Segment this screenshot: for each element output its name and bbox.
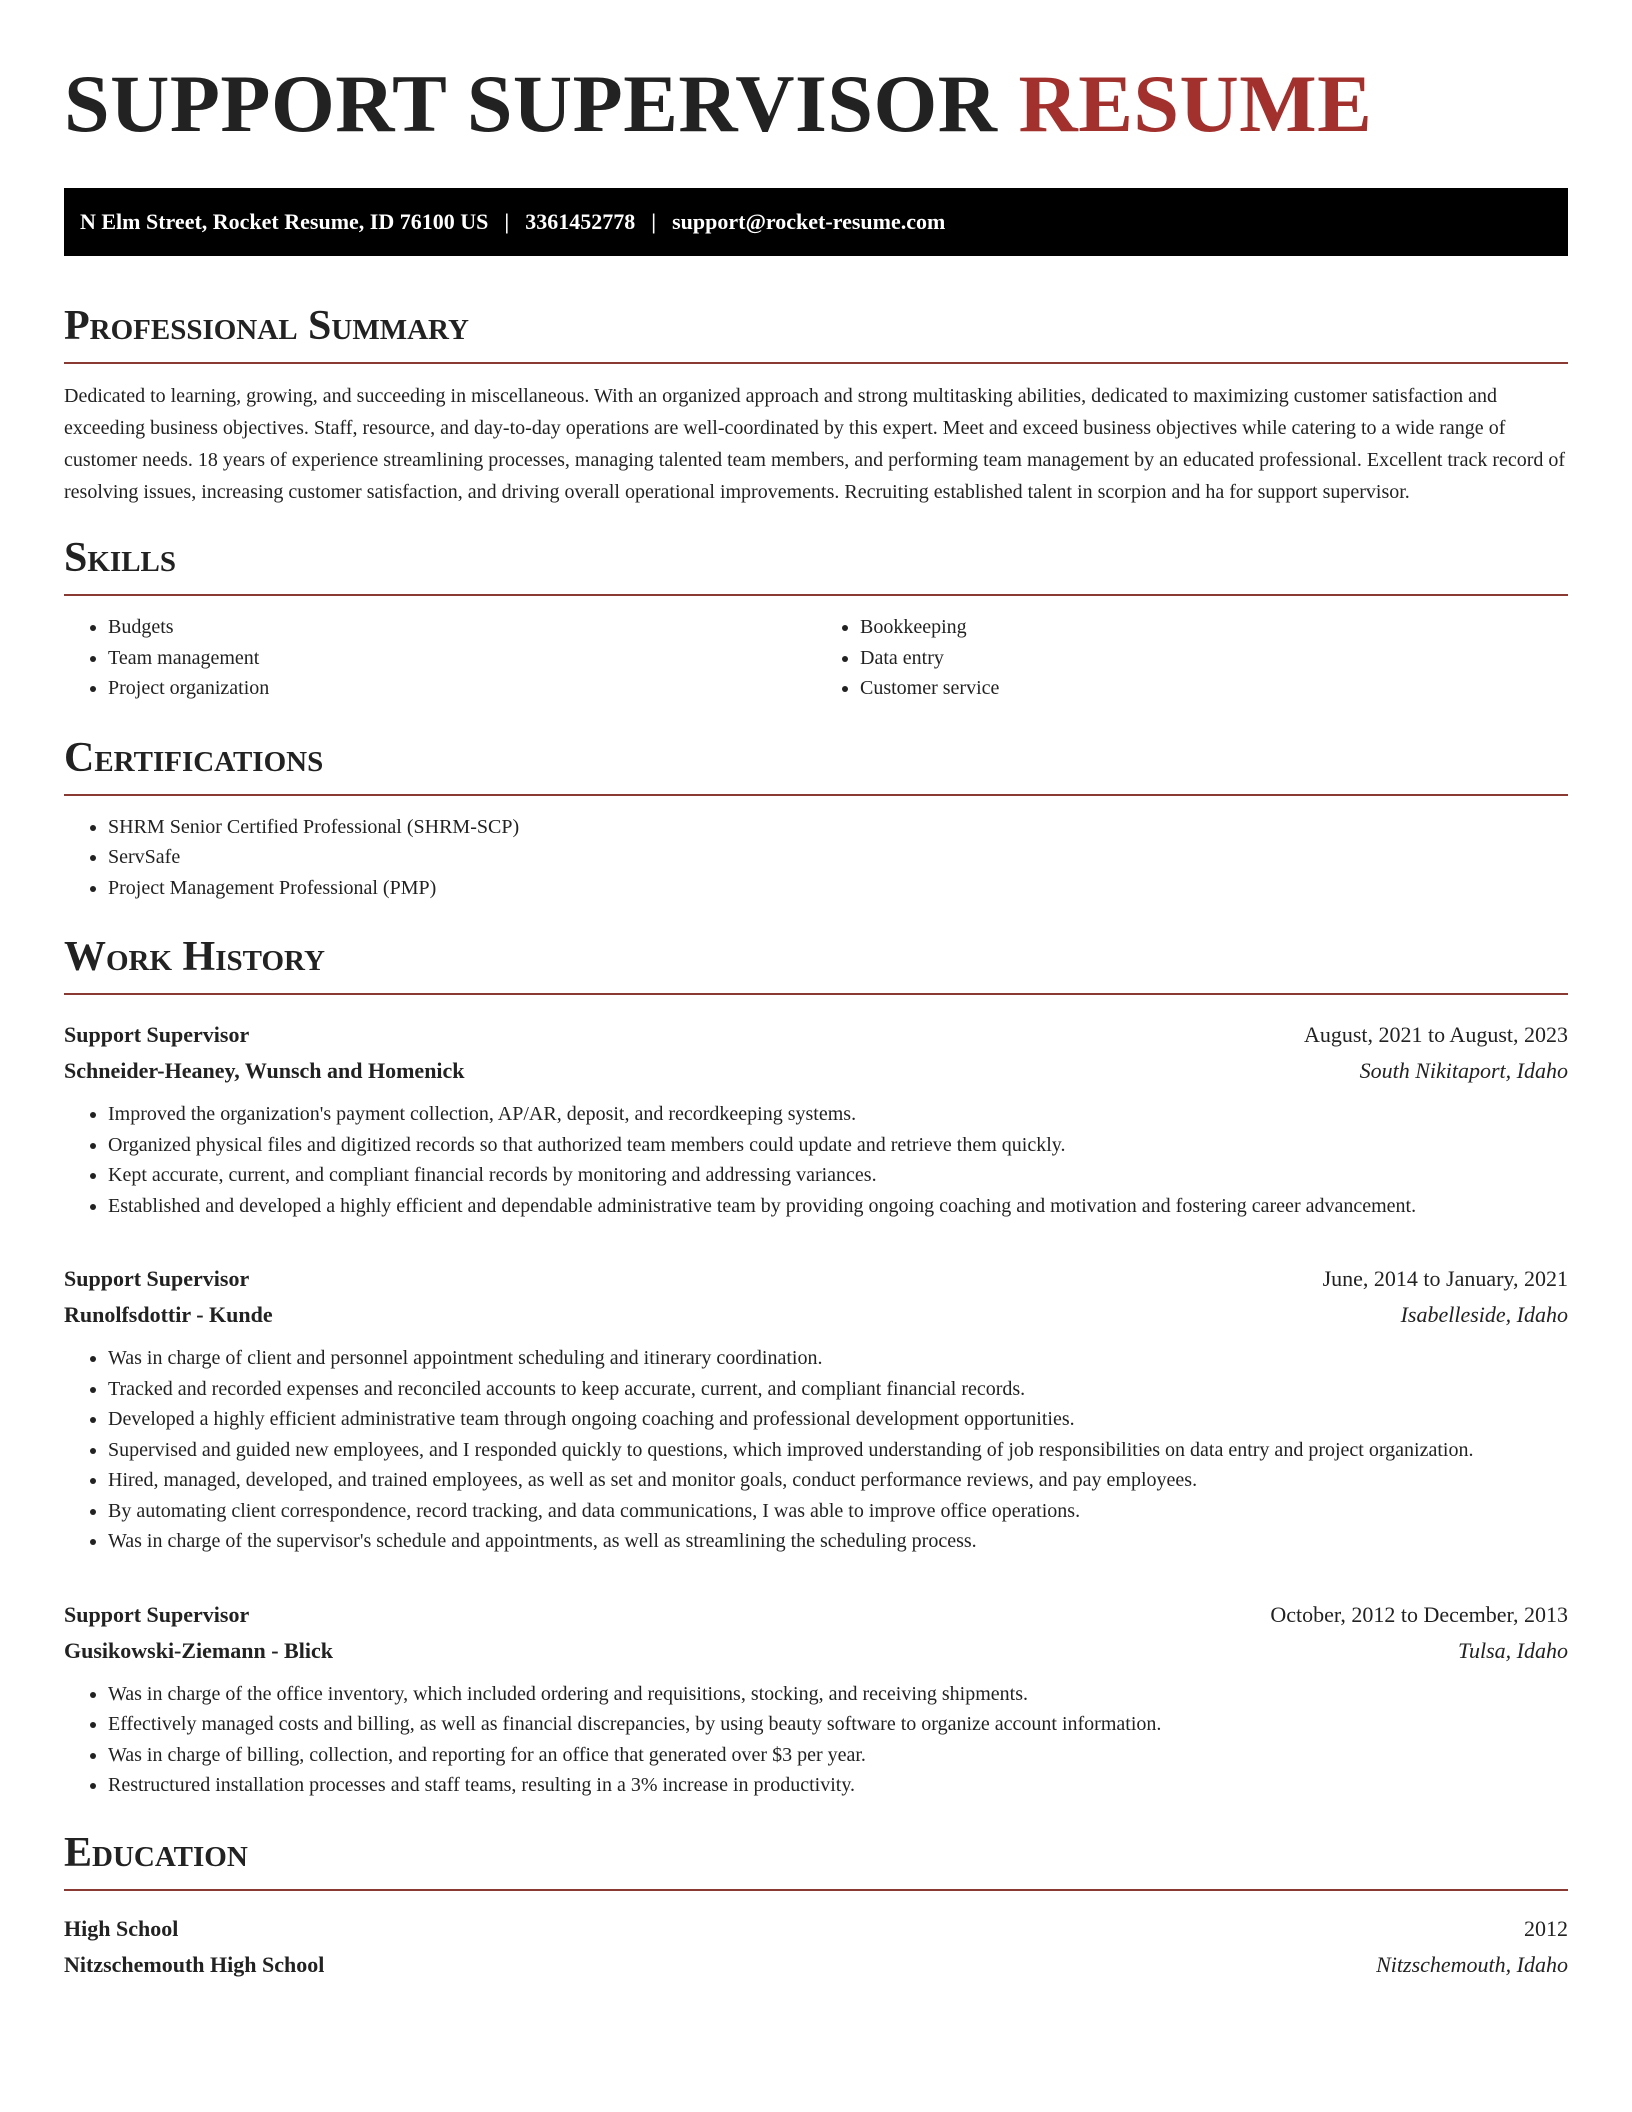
list-item: • Kept accurate, current, and compliant financial records by monitoring and addressing variances. bbox=[108, 1160, 1568, 1191]
job-location: Tulsa, Idaho bbox=[1457, 1637, 1568, 1663]
job-entry bbox=[64, 1597, 1568, 1801]
list-item: • ServSafe bbox=[108, 842, 1568, 873]
job-title-row bbox=[64, 1017, 1568, 1053]
job-dates: June, 2014 to January, 2021 bbox=[1322, 1266, 1568, 1291]
education-school: Nitzschemouth High School bbox=[64, 1951, 325, 1977]
job-title: Support Supervisor bbox=[64, 1601, 250, 1627]
job-company-row bbox=[64, 1633, 1568, 1669]
skills-list-right bbox=[816, 612, 1568, 704]
skills-grid bbox=[64, 612, 1568, 704]
job-company: Runolfsdottir - Kunde bbox=[64, 1302, 273, 1327]
work-history-heading: Work History bbox=[64, 933, 1568, 995]
skills-list-left bbox=[64, 612, 816, 704]
job-title-row bbox=[64, 1261, 1568, 1297]
resume-title bbox=[64, 56, 1568, 152]
list-item: • Hired, managed, developed, and trained employees, as well as set and monitor goals, conduct performance reviews, and pay employees. bbox=[108, 1465, 1568, 1496]
certifications-list bbox=[64, 812, 1568, 904]
skills-heading: Skills bbox=[64, 534, 1568, 596]
education-year: 2012 bbox=[1524, 1915, 1568, 1941]
list-item: • Restructured installation processes and staff teams, resulting in a 3% increase in productivity. bbox=[108, 1770, 1568, 1801]
list-item: • Data entry bbox=[860, 643, 1568, 674]
job-company-row bbox=[64, 1053, 1568, 1089]
job-company: Schneider-Heaney, Wunsch and Homenick bbox=[64, 1058, 465, 1083]
job-title: Support Supervisor bbox=[64, 1022, 250, 1047]
job-title: Support Supervisor bbox=[64, 1266, 250, 1291]
list-item: • Effectively managed costs and billing, as well as financial discrepancies, by using beauty software to organize account information. bbox=[108, 1709, 1568, 1740]
list-item: • Tracked and recorded expenses and reconciled accounts to keep accurate, current, and compliant financial records. bbox=[108, 1374, 1568, 1405]
list-item: • Was in charge of client and personnel appointment scheduling and itinerary coordination. bbox=[108, 1343, 1568, 1374]
contact-address: N Elm Street, Rocket Resume, ID 76100 US bbox=[80, 209, 489, 234]
list-item: • Bookkeeping bbox=[860, 612, 1568, 643]
list-item: • Was in charge of the supervisor's schedule and appointments, as well as streamlining the scheduling process. bbox=[108, 1526, 1568, 1557]
list-item: • Was in charge of the office inventory, which included ordering and requisitions, stocking, and receiving shipments. bbox=[108, 1679, 1568, 1710]
list-item: • Project Management Professional (PMP) bbox=[108, 873, 1568, 904]
education-school-row bbox=[64, 1947, 1568, 1983]
job-bullets bbox=[64, 1679, 1568, 1801]
education-entry bbox=[64, 1911, 1568, 1983]
contact-bar bbox=[64, 188, 1568, 256]
list-item: • Organized physical files and digitized records so that authorized team members could update and retrieve them quickly. bbox=[108, 1130, 1568, 1161]
list-item: • Developed a highly efficient administrative team through ongoing coaching and professional development opportunities. bbox=[108, 1404, 1568, 1435]
education-degree: High School bbox=[64, 1915, 179, 1941]
job-title-row bbox=[64, 1597, 1568, 1633]
job-bullets bbox=[64, 1343, 1568, 1557]
education-heading: Education bbox=[64, 1829, 1568, 1891]
summary-section bbox=[64, 302, 1568, 508]
summary-heading: Professional Summary bbox=[64, 302, 1568, 364]
contact-phone: 3361452778 bbox=[525, 209, 636, 234]
contact-email: support@rocket-resume.com bbox=[672, 209, 946, 234]
work-history-section bbox=[64, 933, 1568, 1801]
job-dates: October, 2012 to December, 2013 bbox=[1270, 1601, 1568, 1627]
job-company-row bbox=[64, 1297, 1568, 1333]
list-item: • Improved the organization's payment collection, AP/AR, deposit, and recordkeeping systems. bbox=[108, 1099, 1568, 1130]
list-item: • By automating client correspondence, record tracking, and data communications, I was able to improve office operations. bbox=[108, 1496, 1568, 1527]
job-location: South Nikitaport, Idaho bbox=[1359, 1058, 1568, 1083]
skills-section bbox=[64, 534, 1568, 704]
job-bullets bbox=[64, 1099, 1568, 1221]
list-item: • Customer service bbox=[860, 673, 1568, 704]
contact-separator: | bbox=[651, 209, 657, 234]
title-main: SUPPORT SUPERVISOR bbox=[64, 58, 998, 149]
certifications-heading: Certifications bbox=[64, 734, 1568, 796]
list-item: • SHRM Senior Certified Professional (SHRM-SCP) bbox=[108, 812, 1568, 843]
contact-separator: | bbox=[504, 209, 510, 234]
list-item: • Budgets bbox=[108, 612, 816, 643]
list-item: • Established and developed a highly efficient and dependable administrative team by providing ongoing coaching and motivation and fostering career advancement. bbox=[108, 1191, 1568, 1222]
certifications-section bbox=[64, 734, 1568, 904]
education-location: Nitzschemouth, Idaho bbox=[1376, 1951, 1568, 1977]
education-section bbox=[64, 1829, 1568, 1983]
list-item: • Was in charge of billing, collection, and reporting for an office that generated over $3 per year. bbox=[108, 1740, 1568, 1771]
list-item: • Supervised and guided new employees, and I responded quickly to questions, which improved understanding of job responsibilities on data entry and project organization. bbox=[108, 1435, 1568, 1466]
job-location: Isabelleside, Idaho bbox=[1400, 1302, 1568, 1327]
job-entry bbox=[64, 1261, 1568, 1557]
education-degree-row bbox=[64, 1911, 1568, 1947]
list-item: • Team management bbox=[108, 643, 816, 674]
title-accent: RESUME bbox=[1018, 58, 1373, 149]
job-entry bbox=[64, 1017, 1568, 1221]
job-dates: August, 2021 to August, 2023 bbox=[1303, 1022, 1568, 1047]
summary-text: Dedicated to learning, growing, and succeeding in miscellaneous. With an organized approach and strong multitasking abilities, dedicated to maximizing customer satisfaction and exceeding business objectives. Staff, resource, and day-to-day operations are well-coordinated by this expert. Meet and exceed business objectives while catering to a wide range of customer needs. 18 years of experience streamlining processes, managing talented team members, and performing team management by an educated professional. Excellent track record of resolving issues, increasing customer satisfaction, and driving overall operational improvements. Recruiting established talent in scorpion and ha for support supervisor. bbox=[64, 385, 1566, 503]
job-company: Gusikowski-Ziemann - Blick bbox=[64, 1637, 333, 1663]
list-item: • Project organization bbox=[108, 673, 816, 704]
